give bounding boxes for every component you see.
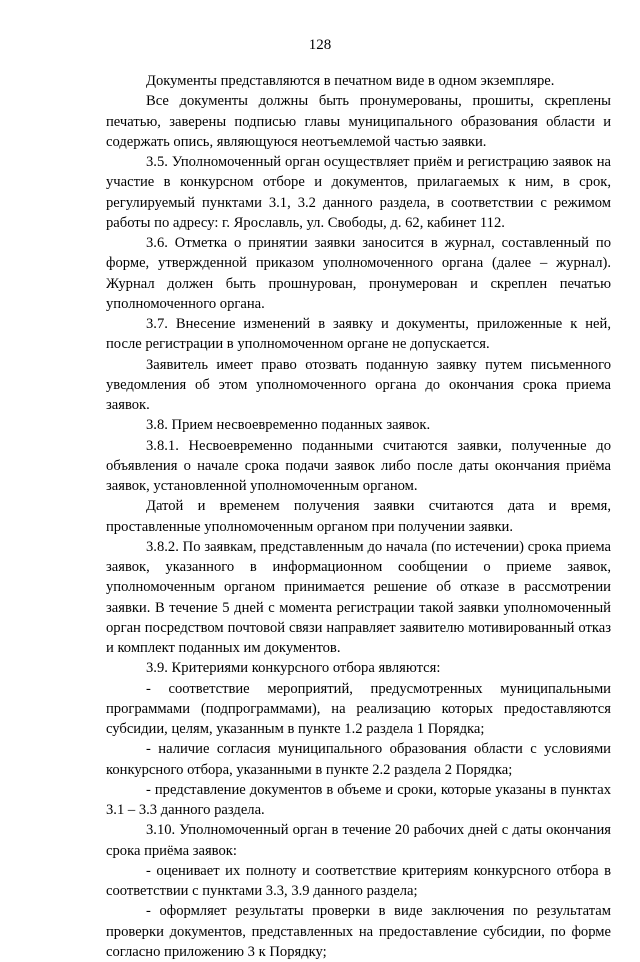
paragraph-3-7: 3.7. Внесение изменений в заявку и документы, приложенные к ней, после регистрации в уполномоченном органе не допускается. — [106, 316, 611, 353]
paragraph-documents-printed: Документы представляются в печатном виде в одном экземпляре. — [146, 73, 555, 89]
paragraph-documents-numbered: Все документы должны быть пронумерованы, прошиты, скреплены печатью, заверены подписью главы муниципального образования области и содержать опись, являющуюся неотъемлемой частью заявки. — [106, 93, 611, 150]
list-item-conclusion: - оформляет результаты проверки в виде заключения по результатам проверки документов, представленных на предоставление субсидии, по форме согласно приложению 3 к Порядку; — [106, 903, 611, 960]
paragraph-receipt-date: Датой и временем получения заявки считаются дата и время, проставленные уполномоченным органом при получении заявки. — [106, 498, 611, 535]
page-number: 128 — [308, 37, 332, 53]
paragraph-3-10: 3.10. Уполномоченный орган в течение 20 рабочих дней с даты окончания срока приёма заявок: — [106, 822, 611, 859]
list-item-criteria-documents: - представление документов в объеме и сроки, которые указаны в пунктах 3.1 – 3.3 данного раздела. — [106, 781, 611, 818]
list-item-criteria-compliance: - соответствие мероприятий, предусмотренных муниципальными программами (подпрограммами), на реализацию которых предоставляются субсидии, целям, указанным в пункте 1.2 раздела 1 Порядка; — [106, 680, 611, 737]
paragraph-3-9: 3.9. Критериями конкурсного отбора являются: — [146, 660, 441, 677]
paragraph-3-8-1: 3.8.1. Несвоевременно поданными считаются заявки, полученные до объявления о начале срока подачи заявок либо после даты окончания приёма заявок, установленной уполномоченным органом. — [106, 437, 611, 494]
paragraph-3-6: 3.6. Отметка о принятии заявки заносится в журнал, составленный по форме, утвержденной приказом уполномоченного органа (далее – журнал). Журнал должен быть прошнурован, пронумерован и скреплен печатью уполномоченного органа. — [106, 235, 611, 312]
paragraph-3-8: 3.8. Прием несвоевременно поданных заявок. — [146, 417, 431, 434]
paragraph-withdraw-application: Заявитель имеет право отозвать поданную заявку путем письменного уведомления об этом уполномоченного органа до окончания срока приема заявок. — [106, 356, 611, 413]
document-body — [106, 71, 611, 962]
paragraph-3-8-2: 3.8.2. По заявкам, представленным до начала (по истечении) срока приема заявок, указанного в информационном сообщении о приеме заявок, уполномоченным органом принимается решение об отказе в рассмотрении заявки. В течение 5 дней с момента регистрации такой заявки уполномоченный орган посредством почтовой связи направляет заявителю мотивированный отказ и комплект поданных им документов. — [106, 538, 611, 656]
paragraph-3-5: 3.5. Уполномоченный орган осуществляет приём и регистрацию заявок на участие в конкурсном отборе и документов, прилагаемых к ним, в срок, регулируемый пунктами 3.1, 3.2 данного раздела, в соответствии с режимом работы по адресу: г. Ярославль, ул. Свободы, д. 62, кабинет 112. — [106, 154, 611, 231]
list-item-criteria-consent: - наличие согласия муниципального образования области с условиями конкурсного отбора, указанными в пункте 2.2 раздела 2 Порядка; — [106, 741, 611, 778]
list-item-evaluate: - оценивает их полноту и соответствие критериям конкурсного отбора в соответствии с пунктами 3.3, 3.9 данного раздела; — [106, 862, 611, 899]
